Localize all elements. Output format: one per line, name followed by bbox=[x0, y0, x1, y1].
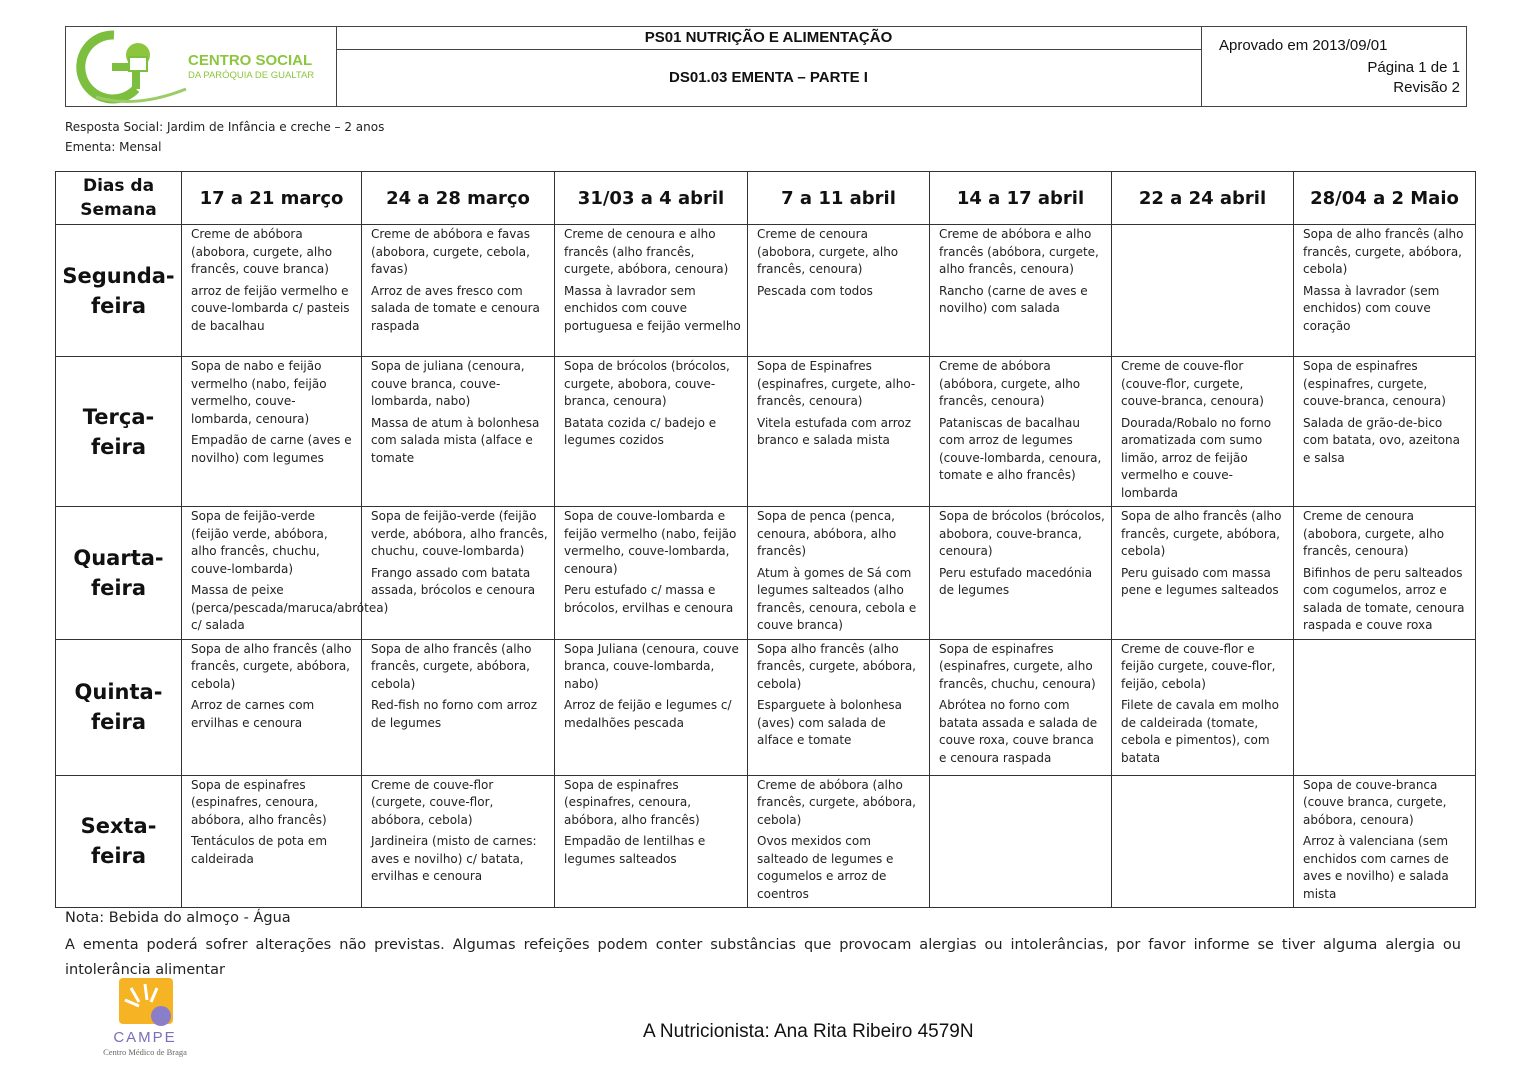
main-dish-item: Peru guisado com massa pene e legumes salteados bbox=[1121, 565, 1279, 597]
meal-cell bbox=[1294, 775, 1476, 908]
main-dish-item: Massa de atum à bolonhesa com salada mista (alface e tomate bbox=[371, 415, 540, 465]
header-title-block bbox=[336, 27, 1202, 106]
soup-item: Sopa de alho francês (alho francês, curgete, abóbora, cebola) bbox=[191, 641, 352, 691]
main-dish-item: Rancho (carne de aves e novilho) com salada bbox=[939, 283, 1088, 315]
soup-item: Creme de cenoura (abobora, curgete, alho francês, cenoura) bbox=[1303, 509, 1445, 558]
revision-number: Revisão 2 bbox=[1393, 79, 1460, 96]
meal-cell bbox=[748, 357, 930, 507]
meal-cell bbox=[1112, 639, 1294, 775]
meal-cell bbox=[1112, 507, 1294, 640]
meal-cell bbox=[182, 507, 389, 640]
main-dish-item: arroz de feijão vermelho e couve-lombarda c/ pasteis de bacalhau bbox=[191, 283, 350, 333]
soup-item: Sopa de Espinafres (espinafres, curgete, alho-francês, cenoura) bbox=[757, 359, 916, 408]
main-dish-item: Dourada/Robalo no forno aromatizada com sumo limão, arroz de feijão vermelho e couve-lombarda bbox=[1121, 415, 1272, 500]
week-header: 24 a 28 março bbox=[362, 172, 555, 225]
main-dish-item: Pescada com todos bbox=[757, 283, 873, 298]
main-dish-item: Massa de peixe (perca/pescada/maruca/abrótea) c/ salada bbox=[191, 583, 389, 632]
table-row bbox=[56, 225, 1476, 357]
main-dish-item: Tentáculos de pota em caldeirada bbox=[191, 834, 328, 866]
soup-item: Sopa de espinafres (espinafres, curgete, alho francês, chuchu, cenoura) bbox=[939, 641, 1096, 691]
soup-item: Sopa alho francês (alho francês, curgete, abóbora, cebola) bbox=[757, 641, 916, 691]
nutritionist-signature: A Nutricionista: Ana Rita Ribeiro 4579N bbox=[643, 1021, 974, 1042]
meal-cell bbox=[182, 775, 362, 908]
meal-cell bbox=[362, 775, 555, 908]
main-dish-item: Atum à gomes de Sá com legumes salteados (alho francês, cenoura, cebola e couve branca) bbox=[757, 565, 917, 632]
main-dish-item: Empadão de lentilhas e legumes salteados bbox=[564, 834, 706, 866]
table-header-row bbox=[56, 172, 1476, 225]
soup-item: Sopa de espinafres (espinafres, cenoura, abóbora, alho francês) bbox=[191, 777, 327, 827]
soup-item: Sopa de brócolos (brócolos, abobora, couve-branca, cenoura) bbox=[939, 509, 1105, 558]
meal-cell bbox=[930, 225, 1112, 357]
meal-cell bbox=[930, 507, 1112, 640]
week-header: 7 a 11 abril bbox=[748, 172, 930, 225]
table-row bbox=[56, 357, 1476, 507]
allergy-warning: A ementa poderá sofrer alterações não previstas. Algumas refeições podem conter substâncias que provocam alergias ou intolerâncias, por favor informe se tiver alguma alergia ou intolerância alimentar bbox=[65, 937, 1461, 978]
weekday-label: Quarta-feira bbox=[56, 507, 182, 640]
main-dish-item: Abrótea no forno com batata assada e salada de couve roxa, couve branca e cenoura raspada bbox=[939, 698, 1098, 765]
soup-item: Creme de abóbora (abobora, curgete, alho francês, couve branca) bbox=[191, 227, 333, 276]
meal-cell bbox=[748, 507, 930, 640]
week-header: 17 a 21 março bbox=[182, 172, 362, 225]
soup-item: Sopa de brócolos (brócolos, curgete, abobora, couve-branca, cenoura) bbox=[564, 359, 730, 408]
main-dish-item: Red-fish no forno com arroz de legumes bbox=[371, 698, 538, 730]
soup-item: Sopa de alho francês (alho francês, curgete, abóbora, cebola) bbox=[1303, 227, 1464, 276]
meal-cell bbox=[182, 357, 362, 507]
table-row bbox=[56, 507, 1476, 640]
meal-cell bbox=[930, 639, 1112, 775]
social-response: Resposta Social: Jardim de Infância e creche – 2 anos bbox=[65, 120, 385, 134]
main-dish-item: Ovos mexidos com salteado de legumes e cogumelos e arroz de coentros bbox=[757, 834, 894, 901]
soup-item: Creme de abóbora (abóbora, curgete, alho francês, cenoura) bbox=[939, 359, 1081, 408]
main-dish-item: Salada de grão-de-bico com batata, ovo, azeitona e salsa bbox=[1303, 415, 1460, 465]
main-dish-item: Frango assado com batata assada, brócolos e cenoura bbox=[371, 565, 536, 597]
soup-item: Sopa de penca (penca, cenoura, abóbora, alho francês) bbox=[757, 509, 897, 558]
meal-cell bbox=[748, 639, 930, 775]
meal-cell bbox=[1294, 357, 1476, 507]
campe-logo bbox=[95, 978, 195, 1060]
process-title: PS01 NUTRIÇÃO E ALIMENTAÇÃO bbox=[336, 27, 1201, 50]
soup-item: Creme de abóbora e favas (abobora, curgete, cebola, favas) bbox=[371, 227, 530, 276]
soup-item: Creme de cenoura (abobora, curgete, alho francês, cenoura) bbox=[757, 227, 899, 276]
corner-header: Dias da Semana bbox=[56, 172, 182, 225]
meal-cell bbox=[182, 225, 362, 357]
page-number: Página 1 de 1 bbox=[1367, 59, 1460, 76]
main-dish-item: Peru estufado macedónia de legumes bbox=[939, 565, 1093, 597]
header-approval-block bbox=[1201, 27, 1466, 106]
main-dish-item: Jardineira (misto de carnes: aves e novilho) c/ batata, ervilhas e cenoura bbox=[371, 834, 537, 883]
week-header: 28/04 a 2 Maio bbox=[1294, 172, 1476, 225]
main-dish-item: Arroz de feijão e legumes c/ medalhões pescada bbox=[564, 698, 732, 730]
soup-item: Sopa de feijão-verde (feijão verde, abóbora, alho francês, chuchu, couve-lombarda) bbox=[371, 509, 548, 558]
weekday-label: Terça-feira bbox=[56, 357, 182, 507]
meal-cell bbox=[748, 225, 930, 357]
main-dish-item: Pataniscas de bacalhau com arroz de legumes (couve-lombarda, cenoura, tomate e alho francês) bbox=[939, 415, 1102, 482]
main-dish-item: Arroz de aves fresco com salada de tomate e cenoura raspada bbox=[371, 283, 540, 333]
meal-cell bbox=[748, 775, 930, 908]
document-code: DS01.03 EMENTA – PARTE I bbox=[669, 69, 868, 86]
table-row bbox=[56, 775, 1476, 908]
meal-cell bbox=[182, 639, 362, 775]
weekday-label: Quinta-feira bbox=[56, 639, 182, 775]
meal-cell bbox=[362, 639, 555, 775]
campe-name: CAMPE bbox=[113, 1029, 177, 1046]
week-header: 14 a 17 abril bbox=[930, 172, 1112, 225]
meal-cell bbox=[362, 507, 555, 640]
main-dish-item: Esparguete à bolonhesa (aves) com salada de alface e tomate bbox=[757, 698, 903, 747]
weekday-label: Sexta-feira bbox=[56, 775, 182, 908]
soup-item: Sopa Juliana (cenoura, couve branca, couve-lombarda, nabo) bbox=[564, 641, 739, 691]
approval-date: Aprovado em 2013/09/01 bbox=[1219, 37, 1388, 54]
main-dish-item: Peru estufado c/ massa e brócolos, ervilhas e cenoura bbox=[564, 583, 734, 615]
meal-cell bbox=[1112, 357, 1294, 507]
meal-cell bbox=[555, 357, 748, 507]
weekday-label: Segunda-feira bbox=[56, 225, 182, 357]
soup-item: Sopa de alho francês (alho francês, curgete, abóbora, cebola) bbox=[371, 641, 532, 691]
meal-cell bbox=[1112, 775, 1294, 908]
soup-item: Sopa de couve-branca (couve branca, curgete, abóbora, cenoura) bbox=[1303, 777, 1447, 827]
main-dish-item: Bifinhos de peru salteados com cogumelos, arroz e salada de tomate, cenoura raspada e couve roxa bbox=[1303, 565, 1465, 632]
campe-subtitle: Centro Médico de Braga bbox=[103, 1047, 187, 1057]
soup-item: Creme de couve-flor e feijão curgete, couve-flor, feijão, cebola) bbox=[1121, 641, 1276, 691]
meal-cell bbox=[555, 639, 748, 775]
soup-item: Sopa de alho francês (alho francês, curgete, abóbora, cebola) bbox=[1121, 509, 1282, 558]
meal-cell bbox=[930, 357, 1112, 507]
soup-item: Sopa de feijão-verde (feijão verde, abóbora, alho francês, chuchu, couve-lombarda) bbox=[191, 509, 328, 576]
meal-cell bbox=[1294, 225, 1476, 357]
soup-item: Creme de abóbora (alho francês, curgete, abóbora, cebola) bbox=[757, 777, 916, 827]
meal-cell bbox=[555, 225, 748, 357]
soup-item: Creme de couve-flor (curgete, couve-flor, abóbora, cebola) bbox=[371, 777, 494, 827]
logo-subtitle: DA PARÓQUIA DE GUALTAR bbox=[188, 70, 315, 81]
meal-cell bbox=[1294, 639, 1476, 775]
main-dish-item: Massa à lavrador sem enchidos com couve portuguesa e feijão vermelho bbox=[564, 283, 741, 333]
main-dish-item: Arroz à valenciana (sem enchidos com carnes de aves e novilho) e salada mista bbox=[1303, 834, 1449, 901]
meal-cell bbox=[362, 357, 555, 507]
soup-item: Creme de abóbora e alho francês (abóbora, curgete, alho francês, cenoura) bbox=[939, 227, 1099, 276]
main-dish-item: Empadão de carne (aves e novilho) com legumes bbox=[191, 433, 352, 465]
soup-item: Sopa de couve-lombarda e feijão vermelho (nabo, feijão vermelho, couve-lombarda, cenoura) bbox=[564, 509, 737, 576]
meal-cell bbox=[555, 775, 748, 908]
meal-cell bbox=[555, 507, 748, 640]
meal-cell bbox=[1294, 507, 1476, 640]
week-header: 22 a 24 abril bbox=[1112, 172, 1294, 225]
meal-cell bbox=[362, 225, 555, 357]
meal-cell bbox=[1112, 225, 1294, 357]
soup-item: Sopa de juliana (cenoura, couve branca, couve-lombarda, nabo) bbox=[371, 359, 525, 408]
centro-social-logo bbox=[66, 27, 337, 106]
main-dish-item: Arroz de carnes com ervilhas e cenoura bbox=[191, 698, 315, 730]
soup-item: Creme de couve-flor (couve-flor, curgete, couve-branca, cenoura) bbox=[1121, 359, 1264, 408]
soup-item: Sopa de espinafres (espinafres, cenoura, abóbora, alho francês) bbox=[564, 777, 700, 827]
document-header bbox=[65, 26, 1467, 107]
main-dish-item: Filete de cavala em molho de caldeirada (tomate, cebola e pimentos), com batata bbox=[1121, 698, 1279, 765]
soup-item: Sopa de nabo e feijão vermelho (nabo, feijão vermelho, couve-lombarda, cenoura) bbox=[191, 359, 327, 426]
drink-note: Nota: Bebida do almoço - Água bbox=[65, 910, 291, 926]
week-header: 31/03 a 4 abril bbox=[555, 172, 748, 225]
weekly-menu-table bbox=[55, 171, 1476, 908]
soup-item: Sopa de espinafres (espinafres, curgete, couve-branca, cenoura) bbox=[1303, 359, 1446, 408]
main-dish-item: Vitela estufada com arroz branco e salada mista bbox=[757, 415, 912, 447]
meal-cell bbox=[930, 775, 1112, 908]
menu-type: Ementa: Mensal bbox=[65, 140, 162, 154]
main-dish-item: Massa à lavrador (sem enchidos) com couve coração bbox=[1303, 283, 1440, 333]
main-dish-item: Batata cozida c/ badejo e legumes cozidos bbox=[564, 415, 717, 447]
logo-name: CENTRO SOCIAL bbox=[188, 52, 313, 69]
table-row bbox=[56, 639, 1476, 775]
soup-item: Creme de cenoura e alho francês (alho francês, curgete, abóbora, cenoura) bbox=[564, 227, 729, 276]
